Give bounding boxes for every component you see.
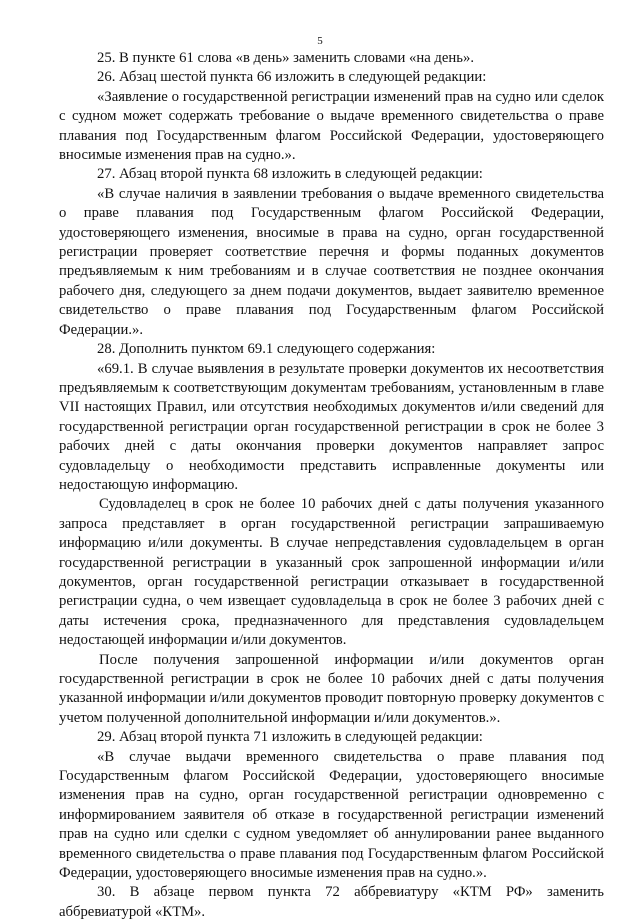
paragraph-item-27: 27. Абзац второй пункта 68 изложить в следующей редакции: [97,166,483,183]
paragraph-quote-68: «В случае наличия в заявлении требования о выдаче временного свидетельства о праве плавания под Государственным флагом Российской Федерации, удостоверяющего изменения, вносимые в права на судно, орган государственной регистрации проверяет соответствие перечня и формы поданных документов предъявляемым к ним требованиям и в случае соответствия не позднее окончания рабочего дня, следующего за днем подачи документов, выдает заявителю временное свидетельство о праве плавания под Государственным флагом Российской Федерации.». [59,185,604,338]
paragraph-item-30: 30. В абзаце первом пункта 72 аббревиатуру «КТМ РФ» заменить аббревиатурой «КТМ». [59,884,604,920]
paragraph-quote-66: «Заявление о государственной регистрации изменений прав на судно или сделок с судном может содержать требование о выдаче временного свидетельства о праве плавания под Государственным флагом Российской Федерации, удостоверяющего вносимые изменения прав на судно.». [59,88,604,164]
paragraph-quote-71: «В случае выдачи временного свидетельства о праве плавания под Государственным флагом Российской Федерации, удостоверяющего вносимые изменения прав на судно, орган государственной регистрации одновременно с информированием заявителя об отказе в государственной регистрации изменений прав на судно или сделки с судном уведомляет об аннулировании ранее выданного временного свидетельства о праве плавания под Государственным флагом Российской Федерации, удостоверяющего вносимые изменения прав на судно.». [59,748,604,882]
paragraph-repeat-check: После получения запрошенной информации и/или документов орган государственной регистрации в срок не более 10 рабочих дней с даты получения указанной информации и/или документов проводит повторную проверку документов с учетом полученной дополнительной информации и/или документов.». [59,651,604,726]
paragraph-item-28: 28. Дополнить пунктом 69.1 следующего содержания: [97,341,436,358]
paragraph-item-25: 25. В пункте 61 слова «в день» заменить словами «на день». [97,50,474,66]
document-body [59,49,604,922]
page-number: 5 [317,35,323,47]
paragraph-item-26: 26. Абзац шестой пункта 66 изложить в следующей редакции: [97,69,487,86]
paragraph-item-29: 29. Абзац второй пункта 71 изложить в следующей редакции: [97,729,483,746]
paragraph-shipowner-deadline: Судовладелец в срок не более 10 рабочих дней с даты получения указанного запроса представляет в орган государственной регистрации запрашиваемую информацию и/или документы. В случае непредставления судовладельцем в орган государственной регистрации в указанный срок запрошенной информации и/или документов, орган государственной регистрации отказывает в государственной регистрации судна, о чем извещает судовладельца в срок не более 3 рабочих дней с даты истечения срока, предназначенного для представления судовладельцем недостающей информации и/или документов. [59,496,604,649]
paragraph-quote-69-1: «69.1. В случае выявления в результате проверки документов их несоответствия предъявляемым к соответствующим документам требованиям, установленным в главе VII настоящих Правил, или отсутствия необходимых документов и/или сведений для государственной регистрации орган государственной регистрации в срок не более 3 рабочих дней с даты окончания проверки документов направляет запрос судовладельцу о необходимости представить исправленные документы или недостающую информацию. [59,360,604,493]
